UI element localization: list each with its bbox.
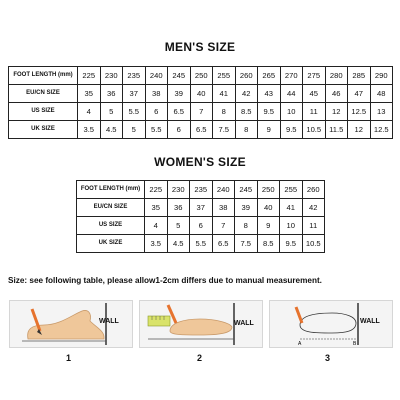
mens-size-cell: 38 [145,85,168,103]
mens-size-cell: 280 [325,67,348,85]
womens-size-cell: 250 [257,181,280,199]
mens-size-cell: 12.5 [348,103,371,121]
mens-size-row [9,121,393,139]
mens-size-cell: 11.5 [325,121,348,139]
womens-size-cell: 4 [145,217,168,235]
mens-size-cell: 5.5 [145,121,168,139]
mens-size-cell: 9.5 [280,121,303,139]
womens-size-row-label: UK SIZE [77,235,145,253]
womens-size-cell: 230 [167,181,190,199]
mens-size-cell: 42 [235,85,258,103]
mens-size-cell: 47 [348,85,371,103]
mens-size-cell: 285 [348,67,371,85]
step-1-number: 1 [66,353,72,363]
mens-size-row [9,103,393,121]
measurement-note: Size: see following table, please allow1-2cm differs due to manual measurement. [8,276,322,285]
womens-size-cell: 9.5 [280,235,303,253]
womens-size-cell: 11 [302,217,325,235]
womens-size-cell: 9 [257,217,280,235]
womens-size-cell: 7.5 [235,235,258,253]
mens-size-cell: 9 [258,121,281,139]
womens-size-cell: 4.5 [167,235,190,253]
womens-size-cell: 255 [280,181,303,199]
mens-size-cell: 44 [280,85,303,103]
mens-size-row [9,67,393,85]
womens-size-title: WOMEN'S SIZE [154,155,246,169]
mens-size-cell: 270 [280,67,303,85]
mens-size-cell: 12 [325,103,348,121]
mens-size-cell: 8.5 [235,103,258,121]
womens-size-cell: 10.5 [302,235,325,253]
step-2-number: 2 [197,353,203,363]
womens-size-cell: 39 [235,199,258,217]
mens-size-cell: 265 [258,67,281,85]
mens-size-cell: 255 [213,67,236,85]
womens-size-row-label: US SIZE [77,217,145,235]
mens-size-cell: 13 [370,103,393,121]
mens-size-row-label: FOOT LENGTH (mm) [9,67,78,85]
mens-size-cell: 290 [370,67,393,85]
mens-size-cell: 4 [78,103,101,121]
womens-size-cell: 245 [235,181,258,199]
womens-size-table [76,180,325,253]
mens-size-cell: 275 [303,67,326,85]
mens-size-cell: 235 [123,67,146,85]
womens-size-cell: 36 [167,199,190,217]
womens-size-cell: 6.5 [212,235,235,253]
mens-size-row-label: UK SIZE [9,121,78,139]
womens-size-cell: 37 [190,199,213,217]
womens-size-cell: 3.5 [145,235,168,253]
mens-size-cell: 4.5 [100,121,123,139]
mens-size-cell: 12 [348,121,371,139]
mens-size-cell: 245 [168,67,191,85]
mens-size-cell: 12.5 [370,121,393,139]
svg-text:A: A [298,341,302,347]
mens-size-cell: 260 [235,67,258,85]
mens-size-cell: 41 [213,85,236,103]
mens-size-row [9,85,393,103]
womens-size-cell: 10 [280,217,303,235]
womens-size-cell: 225 [145,181,168,199]
womens-size-cell: 5.5 [190,235,213,253]
mens-size-cell: 35 [78,85,101,103]
step-3-wall-label: WALL [360,318,380,325]
womens-size-cell: 8.5 [257,235,280,253]
mens-size-cell: 240 [145,67,168,85]
mens-size-cell: 37 [123,85,146,103]
mens-size-cell: 6.5 [168,103,191,121]
womens-size-row-label: EU/CN SIZE [77,199,145,217]
mens-size-title: MEN'S SIZE [164,40,236,54]
womens-size-row-label: FOOT LENGTH (mm) [77,181,145,199]
womens-size-row [77,235,325,253]
mens-size-cell: 7 [190,103,213,121]
mens-size-table [8,66,393,139]
step-3-number: 3 [325,353,331,363]
womens-size-cell: 6 [190,217,213,235]
womens-size-cell: 35 [145,199,168,217]
mens-size-cell: 10.5 [303,121,326,139]
mens-size-cell: 225 [78,67,101,85]
mens-size-cell: 5.5 [123,103,146,121]
mens-size-cell: 5 [123,121,146,139]
mens-size-cell: 45 [303,85,326,103]
mens-size-cell: 46 [325,85,348,103]
womens-size-cell: 240 [212,181,235,199]
mens-size-row-label: EU/CN SIZE [9,85,78,103]
step-1-wall-label: WALL [99,318,119,325]
mens-size-cell: 6 [145,103,168,121]
womens-size-cell: 5 [167,217,190,235]
womens-size-row [77,181,325,199]
mens-size-cell: 5 [100,103,123,121]
step-2-wall-label: WALL [234,320,254,327]
mens-size-cell: 43 [258,85,281,103]
mens-size-cell: 9.5 [258,103,281,121]
mens-size-cell: 3.5 [78,121,101,139]
mens-size-cell: 8 [213,103,236,121]
mens-size-cell: 11 [303,103,326,121]
mens-size-cell: 10 [280,103,303,121]
mens-size-row-label: US SIZE [9,103,78,121]
womens-size-cell: 7 [212,217,235,235]
mens-size-cell: 40 [190,85,213,103]
womens-size-row [77,199,325,217]
womens-size-row [77,217,325,235]
mens-size-cell: 36 [100,85,123,103]
womens-size-cell: 40 [257,199,280,217]
mens-size-cell: 8 [235,121,258,139]
mens-size-cell: 7.5 [213,121,236,139]
womens-size-cell: 235 [190,181,213,199]
mens-size-cell: 6 [168,121,191,139]
mens-size-cell: 250 [190,67,213,85]
womens-size-cell: 42 [302,199,325,217]
mens-size-cell: 39 [168,85,191,103]
womens-size-cell: 260 [302,181,325,199]
mens-size-cell: 6.5 [190,121,213,139]
mens-size-cell: 230 [100,67,123,85]
svg-text:B: B [353,341,357,347]
womens-size-cell: 41 [280,199,303,217]
mens-size-cell: 48 [370,85,393,103]
womens-size-cell: 8 [235,217,258,235]
womens-size-cell: 38 [212,199,235,217]
